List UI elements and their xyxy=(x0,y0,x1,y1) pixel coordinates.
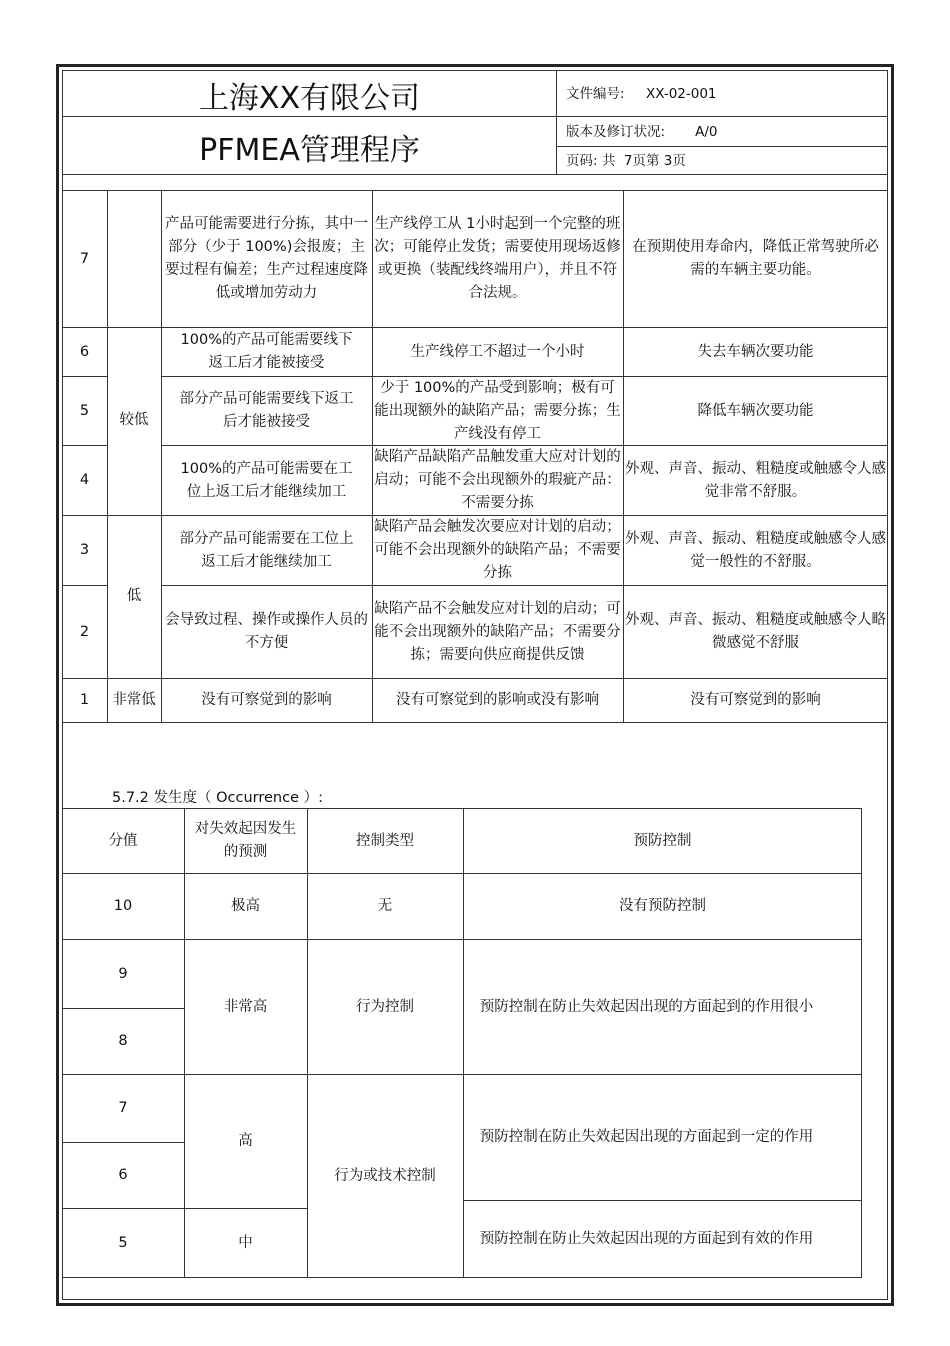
customer-effect: 没有可察觉到的影响或没有影响 xyxy=(396,692,599,708)
process-effect: 100%的产品可能需要在工位上返工后才能继续加工 xyxy=(180,460,353,500)
customer-effect: 生产线停工不超过一个小时 xyxy=(410,343,585,360)
doc-number: 文件编号: XX-02-001 xyxy=(566,86,717,102)
severity-score: 6 xyxy=(79,343,90,360)
severity-level: 低 xyxy=(126,587,142,604)
severity-level: 非常低 xyxy=(112,692,156,708)
customer-effect: 生产线停工从 1小时起到一个完整的班次；可能停止发货；需要使用现场返修或更换（装配线终端用户），并且不符合法规。 xyxy=(374,216,621,301)
vehicle-effect: 外观、声音、振动、粗糙度或触感令人感觉非常不舒服。 xyxy=(625,460,886,500)
header-cell: 对失效起因发生的预测 xyxy=(194,821,297,860)
vehicle-effect: 没有可察觉到的影响 xyxy=(690,692,821,708)
occurrence-level: 高 xyxy=(238,1133,253,1149)
vehicle-effect: 外观、声音、振动、粗糙度或触感令人感觉一般性的不舒服。 xyxy=(625,530,886,570)
section-heading: 5.7.2 发生度（ Occurrence ）: xyxy=(112,790,324,806)
header-rule xyxy=(556,146,888,147)
severity-score: 2 xyxy=(79,623,90,640)
severity-level: 较低 xyxy=(119,411,149,428)
severity-score: 5 xyxy=(79,402,90,419)
severity-score: 3 xyxy=(79,542,90,558)
customer-effect: 缺陷产品缺陷产品触发重大应对计划的启动；可能不会出现额外的瑕疵产品：不需要分拣 xyxy=(374,449,621,511)
header-cell: 预防控制 xyxy=(633,832,692,849)
severity-score: 1 xyxy=(79,692,90,708)
header-cell: 分值 xyxy=(108,832,138,849)
header-rule xyxy=(62,174,888,175)
occurrence-score: 10 xyxy=(113,898,133,914)
severity-score: 7 xyxy=(79,250,90,267)
header-rule xyxy=(62,116,888,117)
company-name: 上海XX有限公司 xyxy=(198,81,421,116)
header-cell: 控制类型 xyxy=(356,832,414,849)
prevention-control: 预防控制在防止失效起因出现的方面起到有效的作用 xyxy=(479,1231,814,1247)
vehicle-effect: 失去车辆次要功能 xyxy=(697,343,814,360)
process-effect: 部分产品可能需要在工位上返工后才能继续加工 xyxy=(179,530,354,570)
prevention-control: 没有预防控制 xyxy=(619,898,706,914)
process-effect: 100%的产品可能需要线下返工后才能被接受 xyxy=(180,332,353,371)
control-type: 无 xyxy=(377,898,393,914)
process-effect: 会导致过程、操作或操作人员的不方便 xyxy=(165,612,368,651)
customer-effect: 缺陷产品会触发次要应对计划的启动；可能不会出现额外的缺陷产品；不需要分拣 xyxy=(374,519,621,581)
customer-effect: 缺陷产品不会触发应对计划的启动；可能不会出现额外的缺陷产品；不需要分拣；需要向供应商提供反馈 xyxy=(374,600,621,663)
vehicle-effect: 在预期使用寿命内，降低正常驾驶所必需的车辆主要功能。 xyxy=(632,239,879,278)
prevention-control: 预防控制在防止失效起因出现的方面起到的作用很小 xyxy=(479,998,814,1015)
occurrence-score: 8 xyxy=(118,1033,128,1049)
occurrence-level: 中 xyxy=(238,1235,253,1251)
occurrence-score: 6 xyxy=(118,1167,128,1183)
control-type: 行为控制 xyxy=(356,998,414,1015)
process-effect: 部分产品可能需要线下返工后才能被接受 xyxy=(179,391,354,430)
occurrence-score: 9 xyxy=(118,965,128,982)
vehicle-effect: 外观、声音、振动、粗糙度或触感令人略微感觉不舒服 xyxy=(625,612,886,651)
header-divider xyxy=(556,70,557,174)
document-title: PFMEA管理程序 xyxy=(199,133,420,168)
vehicle-effect: 降低车辆次要功能 xyxy=(697,402,814,419)
control-type: 行为或技术控制 xyxy=(334,1168,436,1184)
process-effect: 没有可察觉到的影响 xyxy=(201,692,332,708)
version-status: 版本及修订状况: A/0 xyxy=(566,124,718,140)
prevention-control: 预防控制在防止失效起因出现的方面起到一定的作用 xyxy=(479,1129,814,1145)
occurrence-score: 5 xyxy=(118,1235,128,1251)
occurrence-score: 7 xyxy=(118,1100,128,1116)
page-number: 页码: 共 7页第 3页 xyxy=(566,153,686,169)
customer-effect: 少于 100%的产品受到影响；极有可能出现额外的缺陷产品；需要分拣；生产线没有停工 xyxy=(374,379,621,442)
severity-score: 4 xyxy=(79,472,90,488)
occurrence-level: 极高 xyxy=(231,898,260,914)
occurrence-level: 非常高 xyxy=(223,998,268,1015)
process-effect: 产品可能需要进行分拣，其中一部分（少于 100%)会报废；主要过程有偏差；生产过程速度降低或增加劳动力 xyxy=(165,216,368,301)
